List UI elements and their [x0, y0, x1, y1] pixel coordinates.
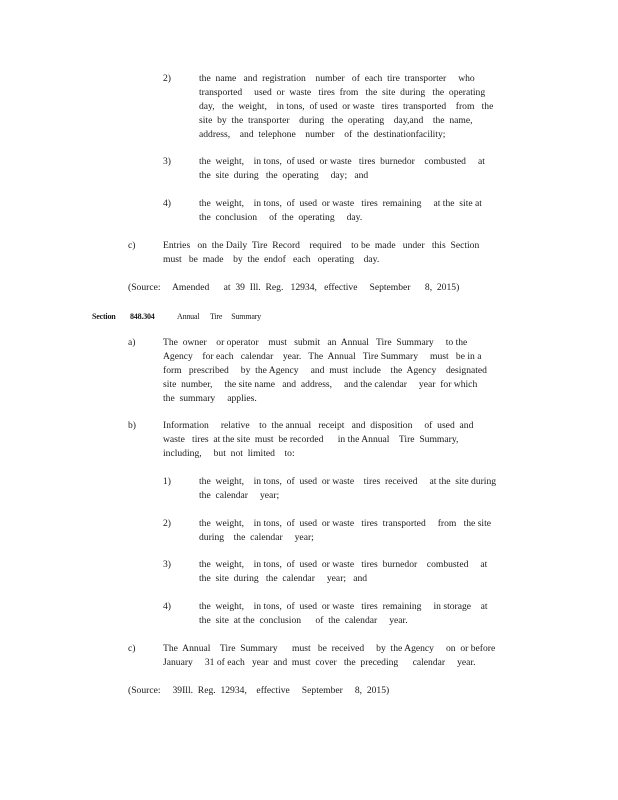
item-marker: a)	[128, 337, 136, 348]
text-line: The owner or operator must submit an Annual Tire Summary to the	[163, 337, 468, 348]
item-marker: b)	[128, 420, 136, 431]
item-text	[199, 197, 482, 225]
item-marker: 2)	[163, 518, 171, 529]
section-title: Annual Tire Summary	[177, 312, 261, 321]
item-marker: 2)	[163, 73, 171, 84]
item-marker: 4)	[163, 198, 171, 209]
source-note: (Source: 39Ill. Reg. 12934, effective September 8, 2015)	[128, 685, 390, 696]
text-line: day, the weight, in tons, of used or waste tires transported from the	[199, 101, 494, 112]
text-line: the site during the operating day; and	[199, 170, 369, 181]
text-line: the site at the conclusion of the calendar year.	[199, 615, 408, 626]
text-line: address, and telephone number of the destinationfacility;	[199, 129, 446, 140]
item-marker: 3)	[163, 559, 171, 570]
text-line: the weight, in tons, of used or waste tires received at the site during	[199, 476, 497, 487]
item-marker: c)	[128, 643, 136, 654]
text-line: the name and registration number of each tire transporter who	[199, 73, 475, 84]
item-text	[199, 600, 488, 628]
text-line: the summary applies.	[163, 393, 257, 404]
text-line: transported used or waste tires from the site during the operating	[199, 87, 486, 98]
item-text	[199, 517, 491, 545]
item-text	[163, 419, 473, 461]
text-line: the calendar year;	[199, 490, 280, 501]
text-line: Information relative to the annual receipt and disposition of used and	[163, 420, 474, 431]
item-text	[199, 155, 485, 183]
item-marker: 3)	[163, 156, 171, 167]
text-line: the site during the calendar year; and	[199, 573, 368, 584]
section-number: 848.304	[130, 312, 155, 321]
text-line: the weight, in tons, of used or waste tires remaining at the site at	[199, 198, 482, 209]
text-line: form prescribed by the Agency and must include the Agency designated	[163, 365, 487, 376]
item-text	[163, 239, 479, 267]
item-text	[199, 558, 487, 586]
text-line: The Annual Tire Summary must be received by the Agency on or before	[163, 643, 496, 654]
text-line: the weight, in tons, of used or waste tires burnedor combusted at	[199, 156, 485, 167]
text-line: site by the transporter during the operating day,and the name,	[199, 115, 473, 126]
section-label: Section	[92, 312, 116, 321]
text-line: during the calendar year;	[199, 532, 314, 543]
text-line: must be made by the endof each operating day.	[163, 254, 380, 265]
item-marker: c)	[128, 240, 136, 251]
item-text	[199, 72, 493, 142]
text-line: the weight, in tons, of used or waste tires burnedor combusted at	[199, 559, 488, 570]
item-marker: 4)	[163, 601, 171, 612]
text-line: January 31 of each year and must cover the preceding calendar year.	[163, 657, 476, 668]
text-line: Entries on the Daily Tire Record required to be made under this Section	[163, 240, 480, 251]
item-text	[163, 642, 495, 670]
text-line: including, but not limited to:	[163, 448, 295, 459]
text-line: the weight, in tons, of used or waste tires remaining in storage at	[199, 601, 488, 612]
text-line: the weight, in tons, of used or waste tires transported from the site	[199, 518, 492, 529]
item-text	[163, 336, 487, 406]
item-text	[199, 475, 496, 503]
source-note: (Source: Amended at 39 Ill. Reg. 12934, effective September 8, 2015)	[128, 282, 460, 293]
text-line: site number, the site name and address, and the calendar year for which	[163, 379, 478, 390]
text-line: the conclusion of the operating day.	[199, 212, 363, 223]
text-line: waste tires at the site must be recorded in the Annual Tire Summary,	[163, 434, 459, 445]
item-marker: 1)	[163, 476, 171, 487]
text-line: Agency for each calendar year. The Annual Tire Summary must be in a	[163, 351, 482, 362]
